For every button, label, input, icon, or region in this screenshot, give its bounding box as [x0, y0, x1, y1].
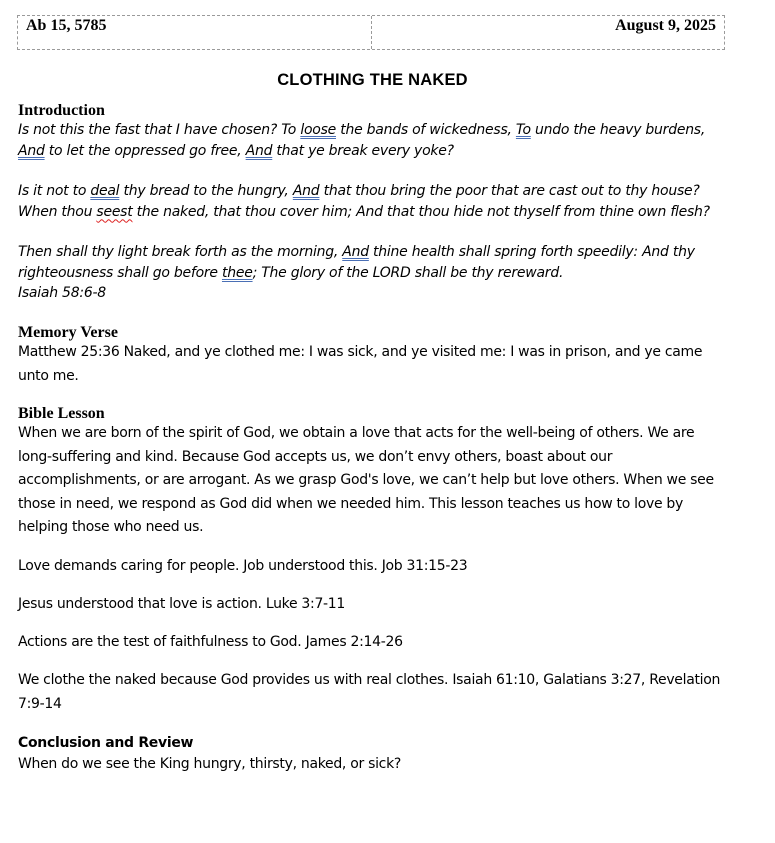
introduction-heading: Introduction	[18, 102, 105, 119]
text-run: Is not this the fast that I have chosen? To	[18, 122, 301, 138]
bible-lesson-heading: Bible Lesson	[18, 405, 105, 422]
memory-verse-heading: Memory Verse	[18, 324, 118, 341]
grammar-flagged-word[interactable]: thee	[221, 264, 253, 281]
grammar-flagged-word[interactable]: deal	[90, 183, 120, 199]
grammar-flagged-word[interactable]: And	[245, 142, 273, 159]
memory-verse-text: Matthew 25:36 Naked, and ye clothed me: I was sick, and ye visited me: I was in prison, and ye came unto me.	[18, 344, 703, 384]
gregorian-date: August 9, 2025	[615, 17, 716, 34]
text-run: Then shall thy light break forth as the morning,	[18, 244, 343, 260]
hebrew-date: Ab 15, 5785	[18, 16, 372, 49]
lesson-point: Jesus understood that love is action. Luke 3:7-11	[18, 596, 346, 612]
text-run: thy bread to the hungry,	[119, 183, 293, 199]
lesson-point: Actions are the test of faithfulness to God. James 2:14-26	[18, 634, 403, 650]
intro-verse-2	[18, 181, 730, 222]
text-run: the naked, that thou cover him; And that thou hide not thyself from thine own flesh?	[132, 203, 710, 220]
text-run: Is it not to	[18, 183, 91, 199]
grammar-flagged-word[interactable]: loose	[300, 122, 336, 138]
spelling-flagged-word[interactable]: seest	[96, 203, 133, 220]
text-run: the bands of wickedness,	[336, 122, 516, 138]
intro-verse-1	[18, 120, 730, 161]
grammar-flagged-word[interactable]: To	[515, 122, 531, 138]
page-title: CLOTHING THE NAKED	[277, 71, 468, 89]
text-run: that thou bring the poor that are cast out to thy house?	[319, 183, 700, 199]
header-table	[17, 15, 725, 50]
text-run: to let the oppressed go free,	[44, 142, 246, 159]
lesson-point: We clothe the naked because God provides us with real clothes. Isaiah 61:10, Galatians 3:27, Revelation 7:9-14	[18, 672, 721, 712]
lesson-point: Love demands caring for people. Job understood this. Job 31:15-23	[18, 558, 468, 574]
conclusion-text: When do we see the King hungry, thirsty, naked, or sick?	[18, 756, 402, 772]
bible-lesson-intro: When we are born of the spirit of God, we obtain a love that acts for the well-being of others. We are long-suffering and kind. Because God accepts us, we don’t envy others, boast about our accomplishments, or are arrogant. As we grasp God's love, we can’t help but love others. When we see those in need, we respond as God did when we needed him. This lesson teaches us how to love by helping those who need us.	[18, 425, 714, 535]
grammar-flagged-word[interactable]: And	[292, 183, 320, 199]
scripture-reference: Isaiah 58:6-8	[18, 285, 106, 301]
text-run: thine health shall spring forth speedily: And thy righteousness shall go before	[18, 244, 695, 281]
text-run: When thou	[18, 203, 97, 220]
grammar-flagged-word[interactable]: And	[18, 142, 45, 159]
intro-verse-3	[18, 242, 730, 304]
text-run: ; The glory of the LORD shall be thy rereward.	[252, 264, 564, 281]
text-run: undo the heavy burdens,	[530, 122, 706, 138]
conclusion-heading: Conclusion and Review	[18, 735, 194, 751]
grammar-flagged-word[interactable]: And	[342, 244, 369, 260]
text-run: that ye break every yoke?	[272, 142, 454, 159]
